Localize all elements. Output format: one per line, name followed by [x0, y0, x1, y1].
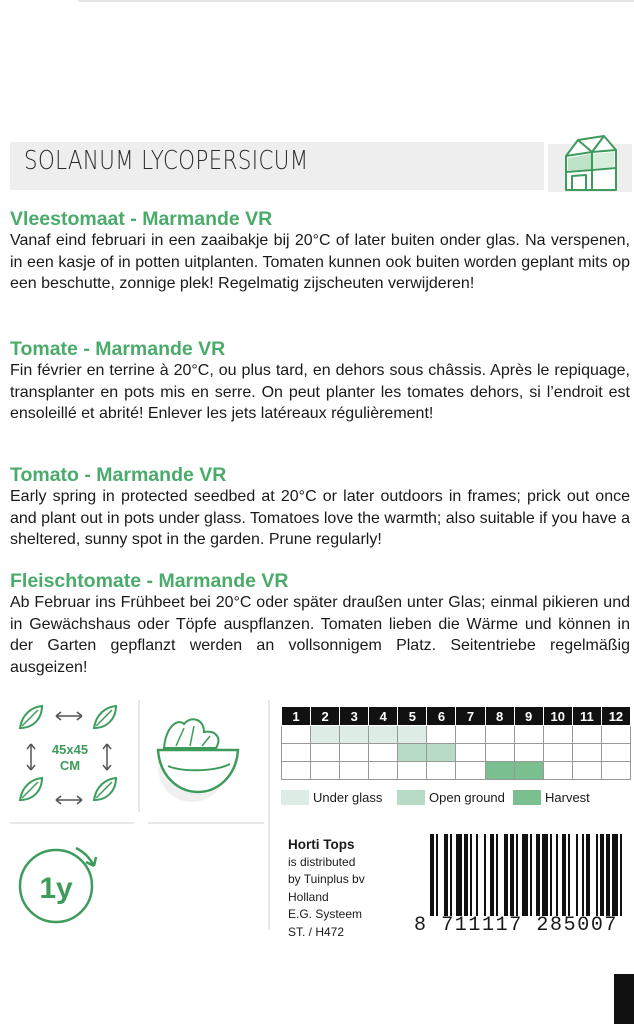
- section-title: Fleischtomate - Marmande VR: [10, 570, 289, 592]
- barcode-bar: [568, 834, 570, 916]
- calendar-cell: [398, 762, 427, 780]
- calendar-cell: [572, 762, 601, 780]
- month-label: 12: [601, 707, 630, 726]
- barcode-bar: [562, 834, 566, 916]
- calendar-cell: [601, 744, 630, 762]
- barcode-bar: [510, 834, 514, 916]
- calendar-cell: [543, 726, 572, 744]
- month-label: 5: [398, 707, 427, 726]
- section-body: Fin février en terrine à 20°C, ou plus tard, en dehors sous châssis. Après le repiquage, transplanter en pots mis en serre. On peut planter les tomates dehors, si l’endroit est ensoleillé et abrité! Enlever les jets latéreaux régulièrement!: [10, 362, 630, 422]
- calendar-cell: [514, 744, 543, 762]
- barcode-bar: [606, 834, 610, 916]
- barcode-bar: [600, 834, 604, 916]
- distributor-info: [288, 836, 365, 941]
- month-label: 8: [485, 707, 514, 726]
- month-label: 10: [543, 707, 572, 726]
- barcode-bar: [476, 834, 478, 916]
- plant-spacing-icon: [14, 702, 126, 814]
- legend-swatch-open-ground: [397, 790, 425, 805]
- barcode-bar: [522, 834, 528, 916]
- section-german: [10, 570, 630, 678]
- calendar-row-open-ground: [282, 744, 631, 762]
- month-label: 9: [514, 707, 543, 726]
- annual-cycle-icon: [14, 838, 104, 928]
- calendar-cell: [456, 744, 485, 762]
- calendar-cell: [485, 762, 514, 780]
- calendar-row-harvest: [282, 762, 631, 780]
- barcode-bar: [536, 834, 540, 916]
- divider: [148, 822, 264, 824]
- calendar-cell: [369, 726, 398, 744]
- calendar-cell: [456, 762, 485, 780]
- calendar-cell: [601, 762, 630, 780]
- calendar-cell: [456, 726, 485, 744]
- barcode-number: 8 711117 285007: [414, 914, 619, 937]
- calendar-row-under-glass: [282, 726, 631, 744]
- month-label: 3: [340, 707, 369, 726]
- calendar-cell: [543, 744, 572, 762]
- section-body: Ab Februar ins Frühbeet bei 20°C oder später draußen unter Glas; einmal pikieren und in Gewächshaus oder Töpfe auspflanzen. Tomaten lieben die Wärme und können in der Garten gepflanzt werden an vollsonnigem Platz. Seitentriebe regelmäßig ausgeizen!: [10, 594, 630, 676]
- calendar-cell: [311, 744, 340, 762]
- month-label: 4: [369, 707, 398, 726]
- barcode-bar: [484, 834, 486, 916]
- month-label: 11: [572, 707, 601, 726]
- calendar-cell: [514, 726, 543, 744]
- calendar-cell: [427, 762, 456, 780]
- calendar-cell: [543, 762, 572, 780]
- distributor-line: is distributed: [288, 854, 356, 869]
- leaf-icon: [94, 778, 116, 800]
- barcode-bar: [450, 834, 452, 916]
- barcode: [430, 834, 626, 916]
- leaf-icon: [20, 706, 42, 728]
- calendar-cell: [282, 726, 311, 744]
- barcode-bar: [596, 834, 598, 916]
- calendar-cell: [485, 726, 514, 744]
- spacing-unit: CM: [59, 758, 81, 773]
- legend-label-harvest: Harvest: [545, 790, 590, 805]
- barcode-bar: [556, 834, 558, 916]
- calendar-cell: [282, 744, 311, 762]
- barcode-bar: [496, 834, 498, 916]
- calendar-cell: [572, 726, 601, 744]
- top-divider: [78, 0, 634, 2]
- section-body: Early spring in protected seedbed at 20°C or later outdoors in frames; prick out once and plant out in pots under glass. Tomatoes love the warmth; also suitable if you have a sheltered, sunny spot in the garden. Prune regularly!: [10, 488, 630, 548]
- calendar-cell: [514, 762, 543, 780]
- barcode-bar: [436, 834, 438, 916]
- section-dutch: [10, 208, 630, 295]
- calendar-cell: [427, 726, 456, 744]
- month-label: 1: [282, 707, 311, 726]
- calendar-cell: [572, 744, 601, 762]
- section-english: [10, 464, 630, 551]
- divider: [138, 700, 140, 812]
- barcode-bar: [470, 834, 472, 916]
- lifecycle-label: 1y: [39, 872, 73, 905]
- calendar-cell: [369, 744, 398, 762]
- barcode-bar: [542, 834, 548, 916]
- section-title: Tomato - Marmande VR: [10, 464, 227, 486]
- legend-swatch-under-glass: [281, 790, 309, 805]
- legend-label-open-ground: Open ground: [429, 790, 505, 805]
- leaf-icon: [94, 706, 116, 728]
- section-title: Tomate - Marmande VR: [10, 338, 226, 360]
- barcode-bar: [430, 834, 434, 916]
- species-name: SOLANUM LYCOPERSICUM: [24, 146, 309, 176]
- color-mark: [614, 974, 634, 1024]
- barcode-bar: [490, 834, 494, 916]
- barcode-bar: [612, 834, 618, 916]
- legend-swatch-harvest: [513, 790, 541, 805]
- calendar-cell: [427, 744, 456, 762]
- section-body: Vanaf eind februari in een zaaibakje bij 20°C of later buiten onder glas. Na verspenen, in een kasje of in potten uitplanten. Tomaten kunnen ook buiten worden geplant mits op een beschutte, zonnige plek! Regelmatig zijscheuten verwijderen!: [10, 232, 630, 292]
- calendar-cell: [311, 762, 340, 780]
- month-label: 7: [456, 707, 485, 726]
- barcode-bar: [620, 834, 622, 916]
- barcode-bar: [576, 834, 578, 916]
- greenhouse-icon: [548, 128, 632, 200]
- sowing-calendar: [281, 706, 631, 780]
- distributor-line: E.G. Systeem: [288, 907, 363, 921]
- distributor-line: ST. / H472: [288, 924, 345, 939]
- calendar-header-row: [282, 707, 631, 726]
- calendar-cell: [340, 726, 369, 744]
- barcode-bar: [550, 834, 552, 916]
- calendar-cell: [485, 744, 514, 762]
- calendar-cell: [282, 762, 311, 780]
- month-label: 6: [427, 707, 456, 726]
- barcode-bar: [530, 834, 532, 916]
- divider: [10, 822, 134, 824]
- calendar-cell: [601, 726, 630, 744]
- distributor-line: Holland: [288, 889, 329, 904]
- calendar-cell: [340, 762, 369, 780]
- divider: [268, 700, 270, 930]
- month-label: 2: [311, 707, 340, 726]
- calendar-cell: [369, 762, 398, 780]
- barcode-bar: [456, 834, 462, 916]
- brand-name: Horti Tops: [288, 837, 355, 852]
- calendar-cell: [398, 744, 427, 762]
- barcode-bar: [464, 834, 468, 916]
- barcode-bar: [516, 834, 518, 916]
- distributor-line: by Tuinplus bv: [288, 872, 365, 886]
- bowl-icon: [150, 708, 250, 808]
- spacing-size: 45x45: [51, 742, 89, 757]
- barcode-bar: [444, 834, 448, 916]
- leaf-icon: [20, 778, 42, 800]
- calendar-cell: [398, 726, 427, 744]
- calendar-cell: [340, 744, 369, 762]
- calendar-legend: [281, 788, 631, 808]
- calendar-cell: [311, 726, 340, 744]
- section-french: [10, 338, 630, 425]
- legend-label-under-glass: Under glass: [313, 790, 383, 805]
- section-title: Vleestomaat - Marmande VR: [10, 208, 273, 230]
- barcode-bar: [504, 834, 508, 916]
- barcode-bar: [582, 834, 584, 916]
- barcode-bar: [586, 834, 590, 916]
